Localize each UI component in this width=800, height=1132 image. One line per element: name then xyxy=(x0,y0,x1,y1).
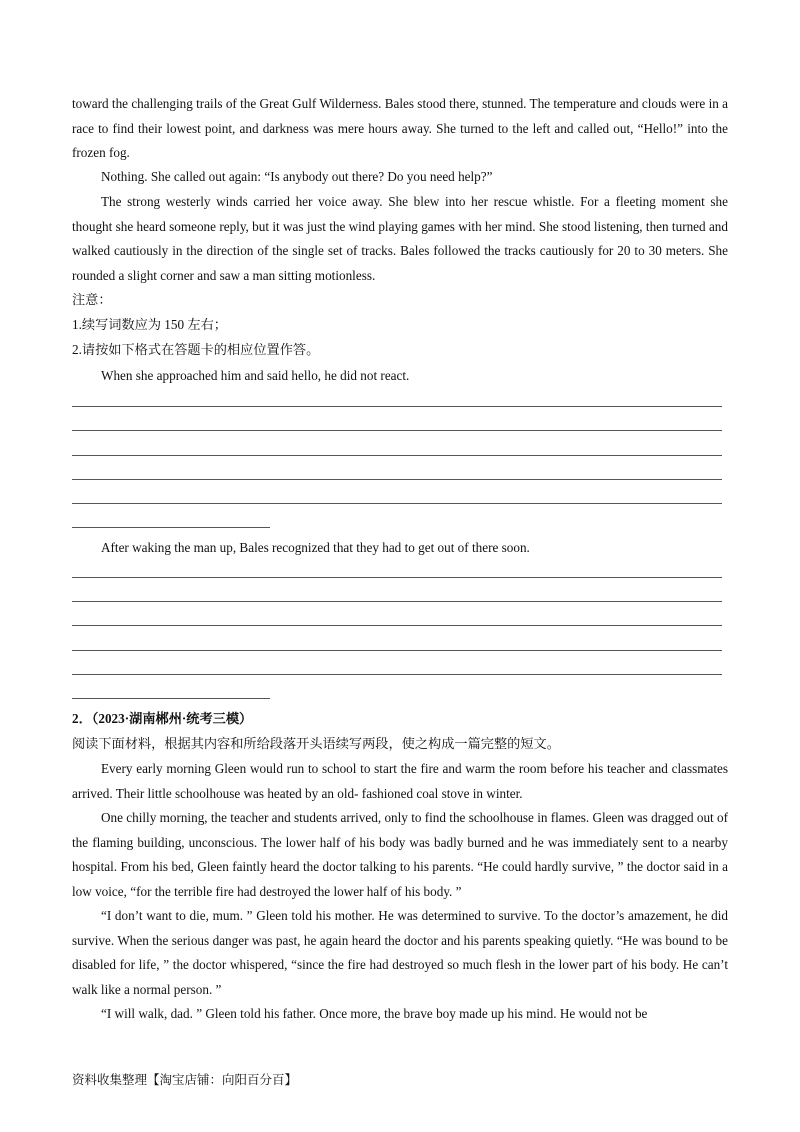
note-item-2: 2.请按如下格式在答题卡的相应位置作答。 xyxy=(72,342,320,357)
answer-line xyxy=(72,577,722,578)
continuation-prompt-2: After waking the man up, Bales recognized that they had to get out of there soon. xyxy=(101,540,530,555)
material-paragraph-1: Every early morning Gleen would run to school to start the fire and warm the room before his teacher and classmates arrived. Their little schoolhouse was heated by an old- fashioned coal stove in winter. xyxy=(72,761,728,801)
answer-line xyxy=(72,479,722,480)
answer-line xyxy=(72,650,722,651)
story-paragraph-2: Nothing. She called out again: “Is anybody out there? Do you need help?” xyxy=(101,169,493,184)
page-footer: 资料收集整理【淘宝店铺：向阳百分百】 xyxy=(72,1073,298,1087)
answer-line xyxy=(72,601,722,602)
continuation-prompt-1: When she approached him and said hello, he did not react. xyxy=(101,368,410,383)
story-paragraph-1: toward the challenging trails of the Great Gulf Wilderness. Bales stood there, stunned. The temperature and clouds were in a race to find their lowest point, and darkness was mere hours away. She turned to the left and called out, “Hello!” into the frozen fog. xyxy=(72,96,728,160)
question-heading xyxy=(72,707,728,732)
answer-line xyxy=(72,674,722,675)
question-source: （2023·湖南郴州·统考三模） xyxy=(91,711,253,726)
story-paragraph-3: The strong westerly winds carried her voice away. She blew into her rescue whistle. For a fleeting moment she thought she heard someone reply, but it was just the wind playing games with her mind. She stood listening, then turned and walked cautiously in the direction of the single set of tracks. Bales followed the tracks cautiously for 20 to 30 meters. She rounded a slight corner and saw a man sitting motionless. xyxy=(72,194,728,283)
material-paragraph-3: “I don’t want to die, mum. ” Gleen told his mother. He was determined to survive. To the doctor’s amazement, he did survive. When the serious danger was past, he again heard the doctor and his parents speaking quietly. “He was bound to be disabled for life, ” the doctor whispered, “since the fire had destroyed so much flesh in the lower part of his body. He can’t walk like a normal person. ” xyxy=(72,908,728,997)
answer-line-short xyxy=(72,698,270,699)
material-paragraph-2: One chilly morning, the teacher and students arrived, only to find the schoolhouse in flames. Gleen was dragged out of the flaming building, unconscious. The lower half of his body was badly burned and he was immediately sent to a nearby hospital. From his bed, Gleen faintly heard the doctor talking to his parents. “He could hardly survive, ” the doctor said in a low voice, “for the terrible fire had destroyed the lower half of his body. ” xyxy=(72,810,728,899)
answer-line-short xyxy=(72,527,270,528)
question-number: 2． xyxy=(72,711,92,726)
material-paragraph-4: “I will walk, dad. ” Gleen told his father. Once more, the brave boy made up his mind. He would not be xyxy=(101,1006,648,1021)
answer-line xyxy=(72,430,722,431)
answer-line xyxy=(72,455,722,456)
answer-line xyxy=(72,406,722,407)
note-item-1: 1.续写词数应为 150 左右； xyxy=(72,317,227,332)
answer-line xyxy=(72,625,722,626)
question-instruction: 阅读下面材料，根据其内容和所给段落开头语续写两段，使之构成一篇完整的短文。 xyxy=(72,736,560,751)
answer-line xyxy=(72,503,722,504)
note-label: 注意： xyxy=(72,292,112,307)
